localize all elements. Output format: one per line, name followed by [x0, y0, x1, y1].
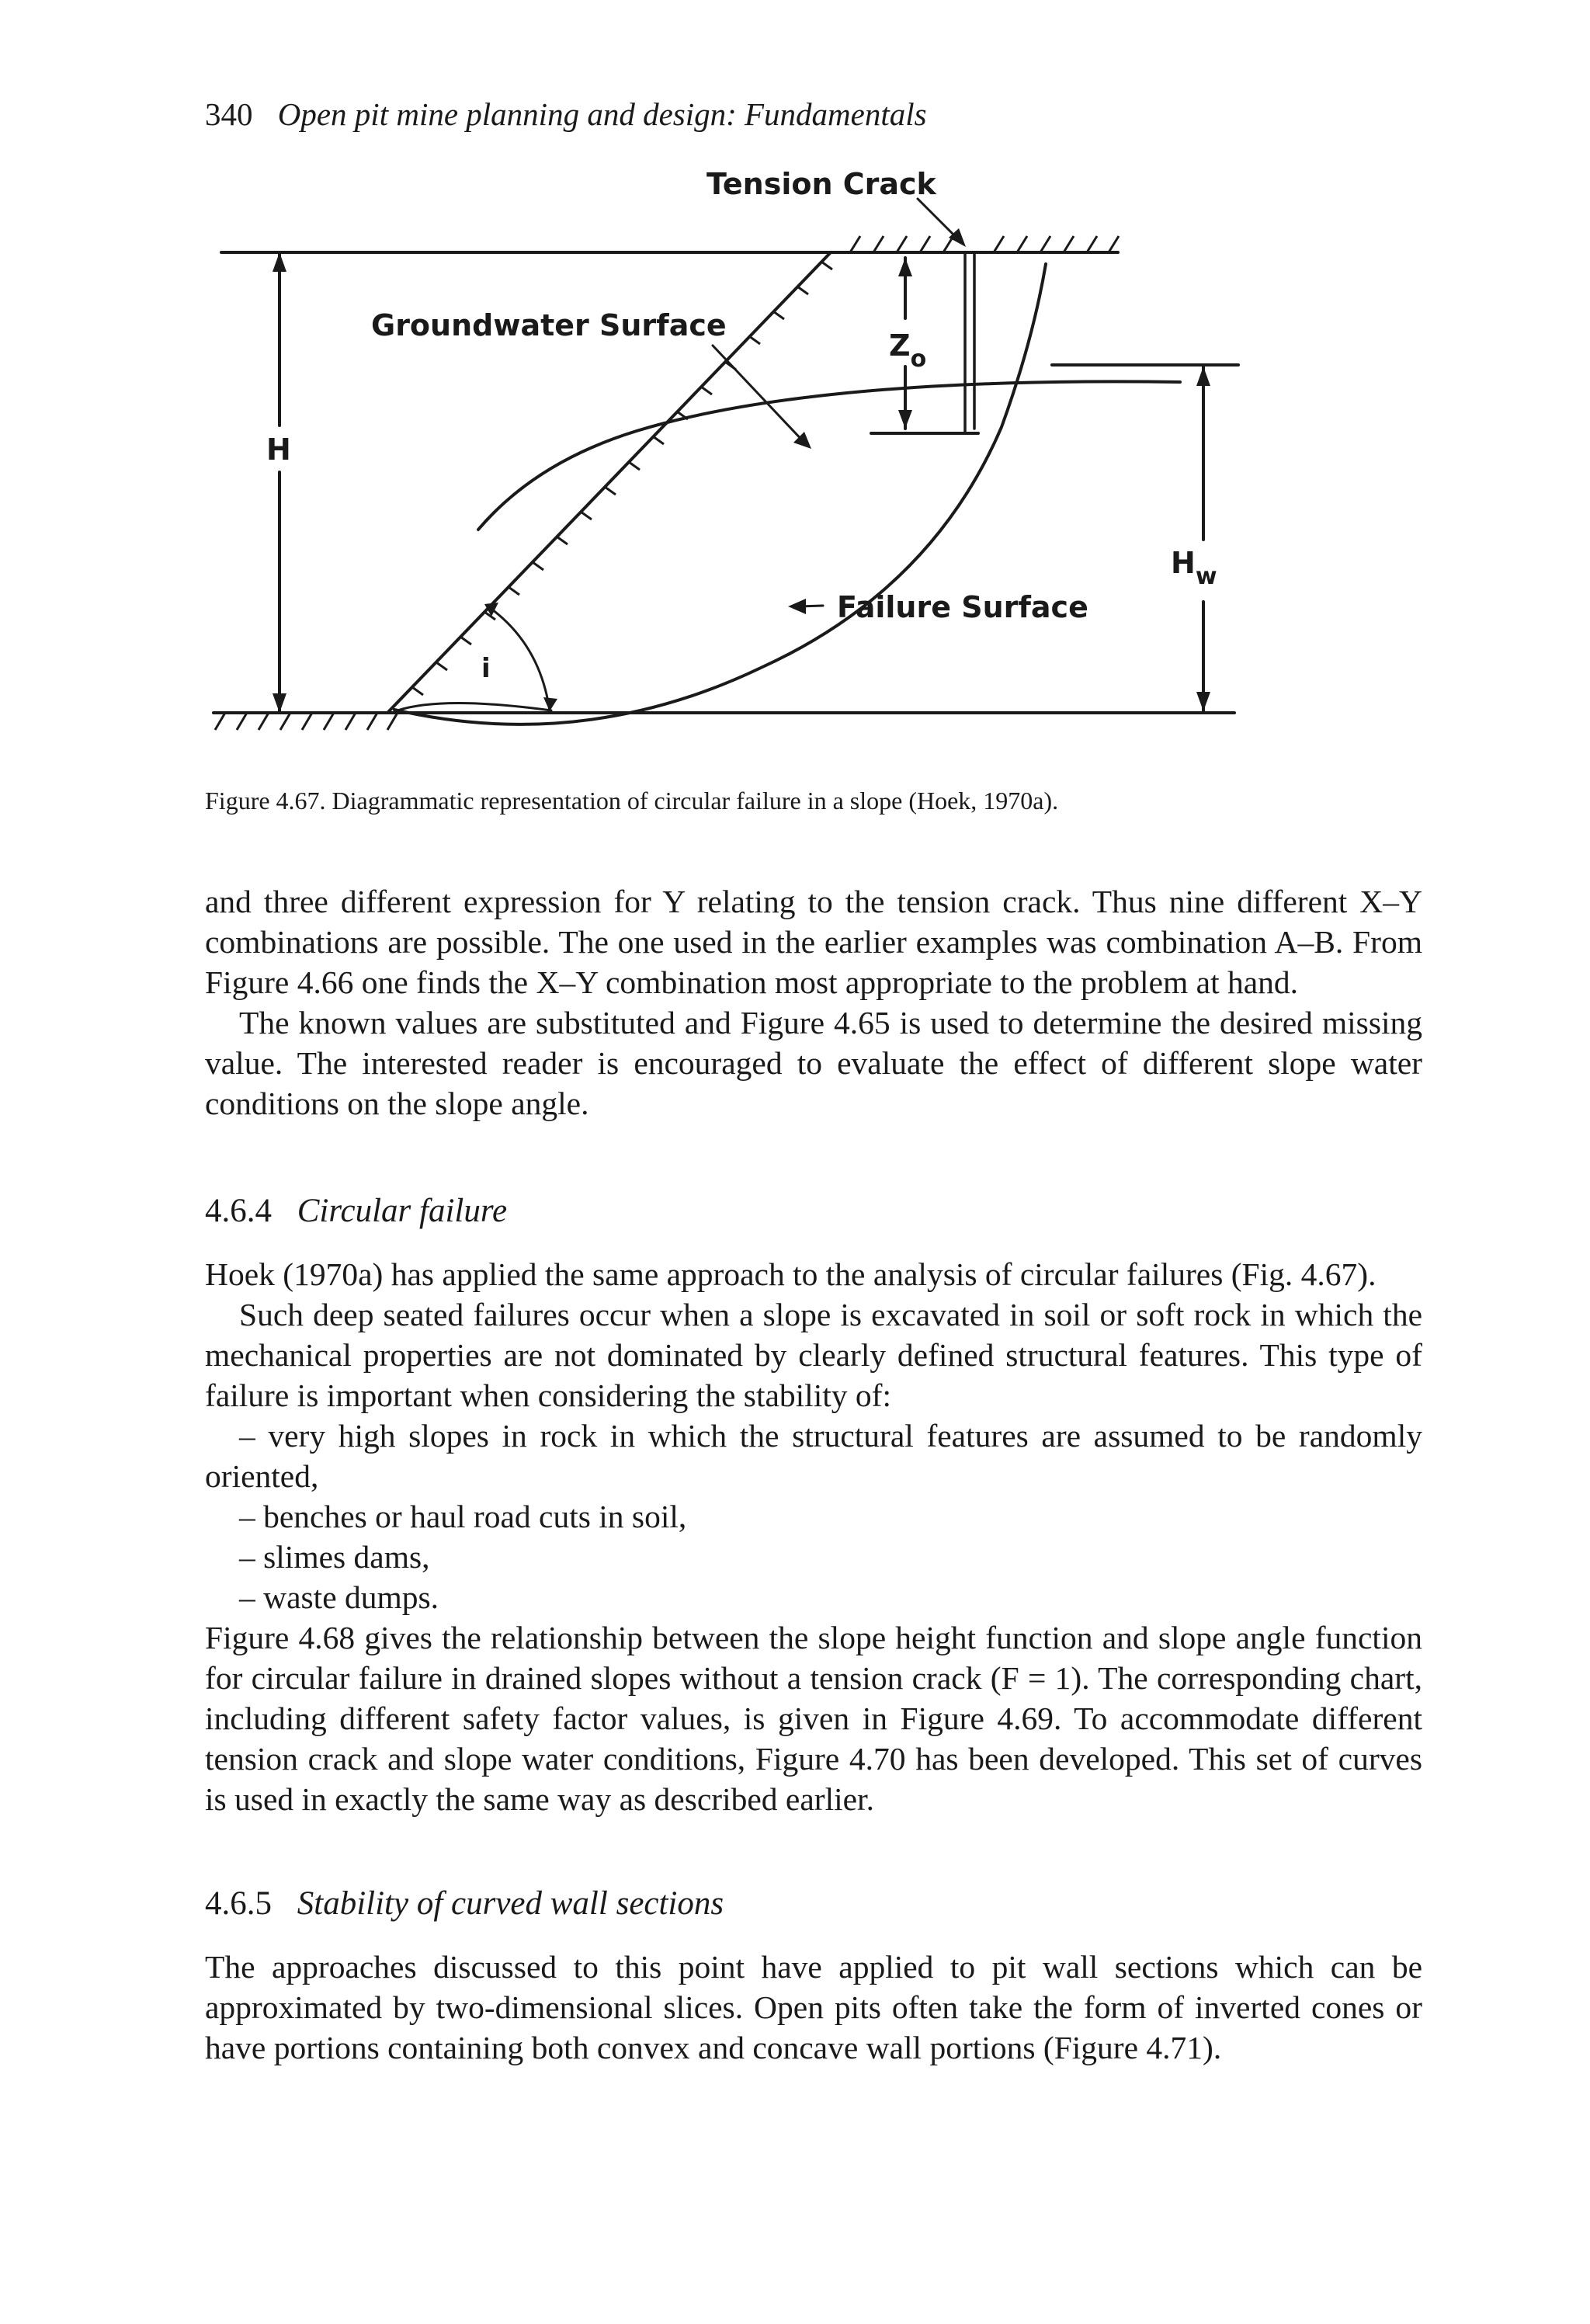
hw-arrow-top [1196, 366, 1210, 386]
paragraph: Figure 4.68 gives the relationship between the slope height function and slope angle function for circular failure in drained slopes without a tension crack (F = 1). The corresponding chart, including different safety factor values, is given in Figure 4.69. To accommodate different tension crack and slope water conditions, Figure 4.70 has been developed. This set of curves is used in exactly the same way as described earlier. [205, 1620, 1422, 1817]
section-number: 4.6.5 [205, 1885, 272, 1922]
paragraph: Hoek (1970a) has applied the same approach to the analysis of circular failures (Fig. 4.67). [205, 1256, 1376, 1292]
hw-label-sub: w [1195, 563, 1217, 590]
hw-label [1171, 546, 1217, 590]
paragraph: and three different expression for Y relating to the tension crack. Thus nine different X–Y combinations are possible. The one used in the earlier examples was combination A–B. From Figure 4.66 one finds the X–Y combination most appropriate to the problem at hand. [205, 884, 1422, 1000]
slope-angle-arc [489, 607, 550, 711]
section-number: 4.6.4 [205, 1193, 272, 1229]
toe-lens [398, 703, 551, 711]
section-heading-4-6-4 [205, 1191, 507, 1231]
paragraph: The known values are substituted and Figure 4.65 is used to determine the desired missing value. The interested reader is encouraged to evaluate the effect of different slope water conditions on the slope angle. [205, 1005, 1422, 1121]
zo-label-sub: o [910, 346, 927, 373]
list-item: – waste dumps. [239, 1579, 439, 1615]
h-arrow-bottom [273, 693, 286, 713]
h-arrow-top [273, 252, 286, 272]
list-item: – slimes dams, [239, 1539, 430, 1575]
section-heading-4-6-5 [205, 1884, 724, 1924]
failure-surface-label: Failure Surface [837, 590, 1088, 624]
figure-4-67 [194, 155, 1250, 745]
text-block-2 [205, 1254, 1422, 1819]
zo-arrow-bottom [898, 410, 912, 429]
list-item: – very high slopes in rock in which the structural features are assumed to be randomly oriented, [205, 1418, 1422, 1494]
failure-surface-arrow [788, 599, 806, 614]
crest-hatching [850, 236, 1119, 252]
figure-caption: Figure 4.67. Diagrammatic representation of circular failure in a slope (Hoek, 1970a). [205, 787, 1059, 815]
list-item: – benches or haul road cuts in soil, [239, 1499, 687, 1534]
page-header [205, 95, 927, 134]
book-title: Open pit mine planning and design: Fundamentals [277, 96, 927, 132]
paragraph: The approaches discussed to this point have applied to pit wall sections which can be approximated by two-dimensional slices. Open pits often take the form of inverted cones or have portions containing both convex and concave wall portions (Figure 4.71). [205, 1949, 1422, 2065]
page-number: 340 [205, 96, 253, 132]
tension-crack-label: Tension Crack [706, 167, 936, 201]
zo-label-main: Z [889, 328, 911, 363]
text-block-1 [205, 881, 1422, 1124]
zo-arrow-top [898, 258, 912, 276]
circular-failure-diagram [194, 155, 1250, 745]
zo-label [889, 328, 926, 373]
toe-hatching [215, 713, 398, 730]
groundwater-leader [713, 346, 806, 444]
slope-angle-label: i [481, 653, 491, 684]
text-block-3 [205, 1947, 1422, 2068]
hw-arrow-bottom [1196, 692, 1210, 711]
section-title: Circular failure [297, 1193, 508, 1229]
groundwater-surface-label: Groundwater Surface [371, 308, 727, 342]
hw-label-main: H [1171, 546, 1196, 580]
h-label: H [266, 432, 291, 467]
section-title: Stability of curved wall sections [297, 1885, 724, 1922]
paragraph: Such deep seated failures occur when a slope is excavated in soil or soft rock in which the mechanical properties are not dominated by clearly defined structural features. This type of failure is important when considering the stability of: [205, 1297, 1422, 1413]
